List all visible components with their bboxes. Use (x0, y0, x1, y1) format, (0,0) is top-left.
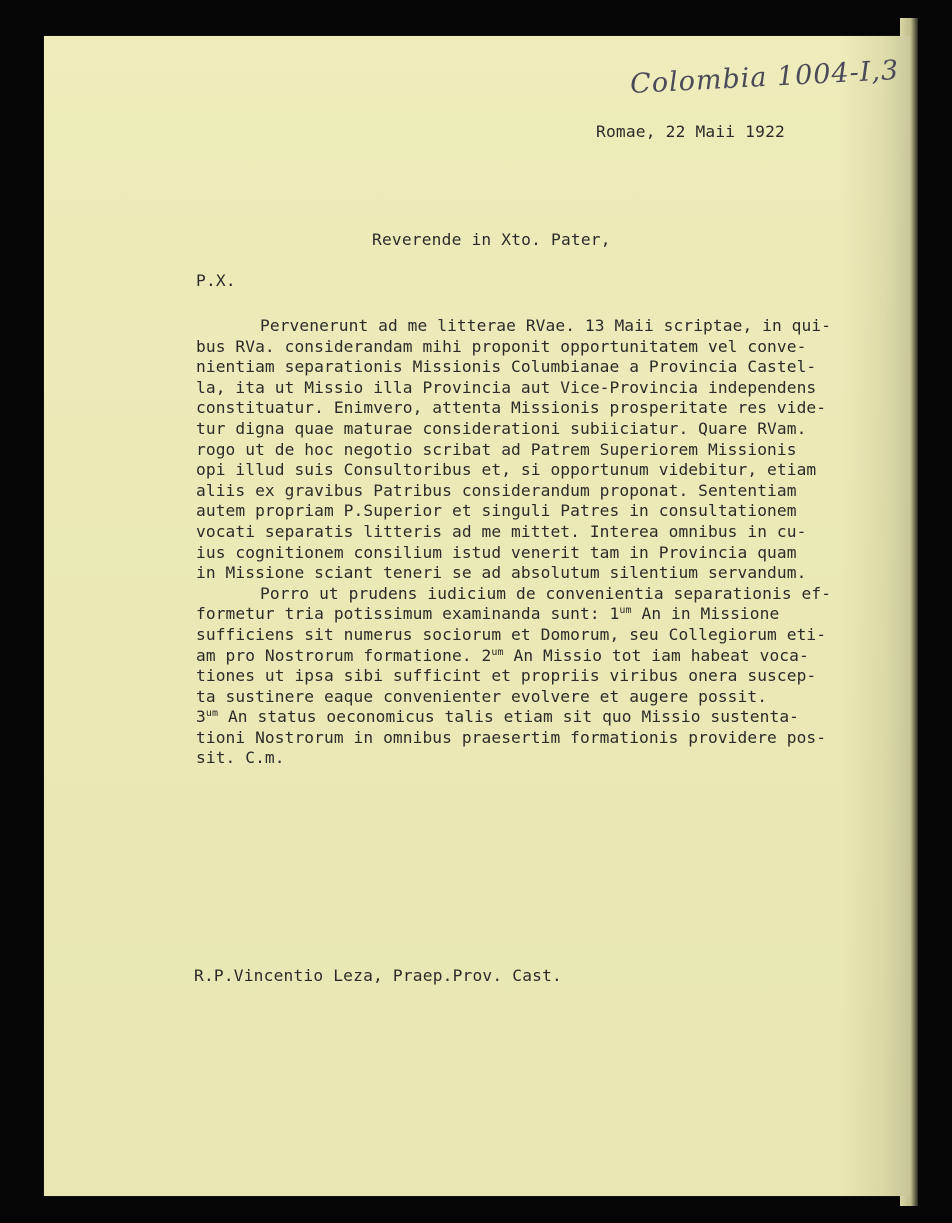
body-line: in Missione sciant teneri se ad absolutum silentium servandum. (196, 563, 807, 583)
body-line: bus RVa. considerandam mihi proponit opportunitatem vel conve- (196, 336, 807, 356)
body-line: aliis ex gravibus Patribus considerandum proponat. Sententiam (196, 480, 797, 500)
body-line: constituatur. Enimvero, attenta Missionis prosperitate res vide- (196, 398, 827, 418)
body-line: tiones ut ipsa sibi sufficint et propriis viribus onera suscep- (196, 666, 817, 686)
body-line: tioni Nostrorum in omnibus praesertim formationis providere pos- (196, 727, 827, 747)
body-line: Pervenerunt ad me litterae RVae. 13 Maii scriptae, in qui- (260, 316, 832, 335)
body-line: nientiam separationis Missionis Columbianae a Provincia Castel- (196, 357, 817, 377)
archive-mark: Colombia 1004-I,3 (629, 54, 900, 101)
body-line: Porro ut prudens iudicium de convenientia separationis ef- (260, 583, 832, 603)
body-line: tur digna quae maturae considerationi subiiciatur. Quare RVam. (196, 418, 807, 438)
body-line: vocati separatis litteris ad me mittet. Interea omnibus in cu- (196, 521, 807, 541)
salutation: Reverende in Xto. Pater, (372, 230, 611, 249)
body-line: $3^{um}$ An status oeconomicus talis etiam sit quo Missio sustenta- (196, 707, 800, 727)
greeting: P.X. (196, 271, 236, 290)
body-line: formetur tria potissimum examinanda sunt: $1^{um}$ An in Missione (196, 604, 780, 624)
body-line: la, ita ut Missio illa Provincia aut Vice-Provincia independens (196, 377, 817, 397)
body-line: am pro Nostrorum formatione. $2^{um}$ An Missio tot iam habeat voca- (196, 645, 809, 665)
dateline: Romae, 22 Maii 1922 (596, 122, 785, 141)
body-line: opi illud suis Consultoribus et, si opportunum videbitur, etiam (196, 460, 817, 480)
body-line: rogo ut de hoc negotio scribat ad Patrem Superiorem Missionis (196, 439, 797, 459)
body-line: ius cognitionem consilium istud venerit tam in Provincia quam (196, 542, 797, 562)
letter-body (196, 316, 902, 769)
addressee: R.P.Vincentio Leza, Praep.Prov. Cast. (194, 966, 562, 985)
body-line: sufficiens sit numerus sociorum et Domorum, seu Collegiorum eti- (196, 624, 827, 644)
body-line: ta sustinere eaque convenienter evolvere et augere possit. (196, 686, 768, 706)
body-line: autem propriam P.Superior et singuli Patres in consultationem (196, 501, 797, 521)
body-line: sit. C.m. (196, 748, 285, 768)
